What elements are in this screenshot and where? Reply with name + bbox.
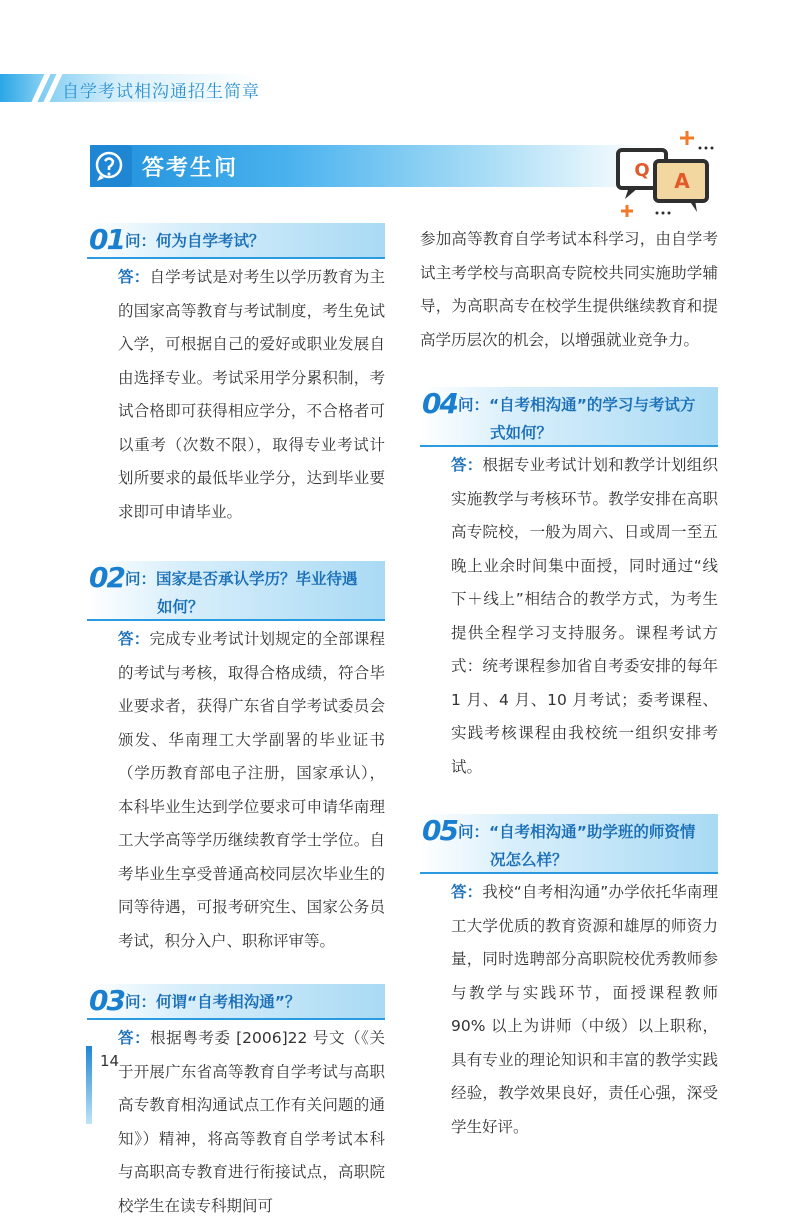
question-line: 如何？ <box>157 598 204 616</box>
qa-chat-icon <box>615 125 725 220</box>
answer-paragraph <box>420 876 718 1144</box>
answer-text: 我校“自考相沟通”办学依托华南理工大学优质的教育资源和雄厚的师资力量，同时选聘部分高职院校优秀教师参与教学与实践环节，面授课程教师 90% 以上为讲师（中级）以上职称，具有专业的理论知识和丰富的教学实践经验，教学效果良好，责任心强，深受学生好评。 <box>451 883 718 1136</box>
answer-paragraph <box>87 1022 385 1223</box>
qa-item <box>87 223 385 529</box>
question-number: 04 <box>422 387 457 420</box>
question-header <box>87 984 385 1020</box>
answer-paragraph <box>87 623 385 958</box>
header-title: 自学考试相沟通招生简章 <box>62 82 260 102</box>
question-line: 问：“自考相沟通”的学习与考试方 <box>458 396 696 414</box>
question-text: 问：何为自学考试？ <box>125 232 265 250</box>
answer-paragraph <box>87 261 385 529</box>
question-number: 03 <box>89 984 124 1017</box>
right-column <box>420 223 718 1144</box>
answer-text: 根据粤考委 [2006]22 号文（《关于开展广东省高等教育自学考试与高职高专教育相沟通试点工作有关问题的通知》）精神，将高等教育自学考试本科与高职高专教育进行衔接试点，高职院校学生在读专科期间可 <box>118 1029 385 1215</box>
answer-label: 答： <box>451 456 483 474</box>
answer-label: 答： <box>118 630 150 648</box>
answer-text: 自学考试是对考生以学历教育为主的国家高等教育与考试制度，考生免试入学，可根据自己的爱好或职业发展自由选择专业。考试采用学分累积制，考试合格即可获得相应学分，不合格者可以重考（次数不限），取得专业考试计划所要求的最低毕业学分，达到毕业要求即可申请毕业。 <box>118 268 385 521</box>
answer-label: 答： <box>451 883 483 901</box>
qa-letter-q: Q <box>634 160 650 181</box>
question-line: 式如何？ <box>490 424 553 442</box>
question-text <box>458 818 714 874</box>
left-column <box>87 223 385 1223</box>
page-number-bar <box>86 1046 92 1124</box>
question-number: 02 <box>89 561 124 594</box>
qa-item <box>420 814 718 1144</box>
section-title: 答考生问 <box>142 156 239 181</box>
answer-label: 答： <box>118 1029 151 1047</box>
page-number: 14 <box>100 1052 120 1070</box>
question-bubble-icon <box>90 145 132 187</box>
question-text <box>125 565 381 621</box>
question-header <box>420 814 718 874</box>
qa-item <box>87 561 385 958</box>
answer-label: 答： <box>118 268 150 286</box>
qa-item <box>87 984 385 1223</box>
question-text: 问：何谓“自考相沟通”？ <box>125 993 301 1011</box>
question-number: 05 <box>422 814 457 847</box>
question-text <box>458 391 714 447</box>
answer-paragraph <box>420 449 718 784</box>
answer-text: 根据专业考试计划和教学计划组织实施教学与考核环节。教学安排在高职高专院校，一般为周六、日或周一至五晚上业余时间集中面授，同时通过“线下＋线上”相结合的教学方式，为考生提供全程学习支持服务。课程考试方式：统考课程参加省自考委安排的每年 1 月、4 月、10 月考试；委考课程、实践考核课程由我校统一组织安排考试。 <box>451 456 718 776</box>
answer-continuation: 参加高等教育自学考试本科学习，由自学考试主考学校与高职高专院校共同实施助学辅导，为高职高专在校学生提供继续教育和提高学历层次的机会，以增强就业竞争力。 <box>420 230 718 349</box>
question-header <box>420 387 718 447</box>
question-number: 01 <box>89 223 124 256</box>
answer-text: 完成专业考试计划规定的全部课程的考试与考核，取得合格成绩，符合毕业要求者，获得广东省自学考试委员会颁发、华南理工大学副署的毕业证书（学历教育部电子注册，国家承认），本科毕业生达到学位要求可申请华南理工大学高等学历继续教育学士学位。自考毕业生享受普通高校同层次毕业生的同等待遇，可报考研究生、国家公务员考试，积分入户、职称评审等。 <box>118 630 385 950</box>
question-line: 问：国家是否承认学历？毕业待遇 <box>125 570 358 588</box>
question-header <box>87 223 385 259</box>
question-line: 况怎么样？ <box>490 851 568 869</box>
qa-letter-a: A <box>674 169 690 193</box>
question-line: 问：“自考相沟通”助学班的师资情 <box>458 823 696 841</box>
qa-item <box>420 387 718 784</box>
question-header <box>87 561 385 621</box>
